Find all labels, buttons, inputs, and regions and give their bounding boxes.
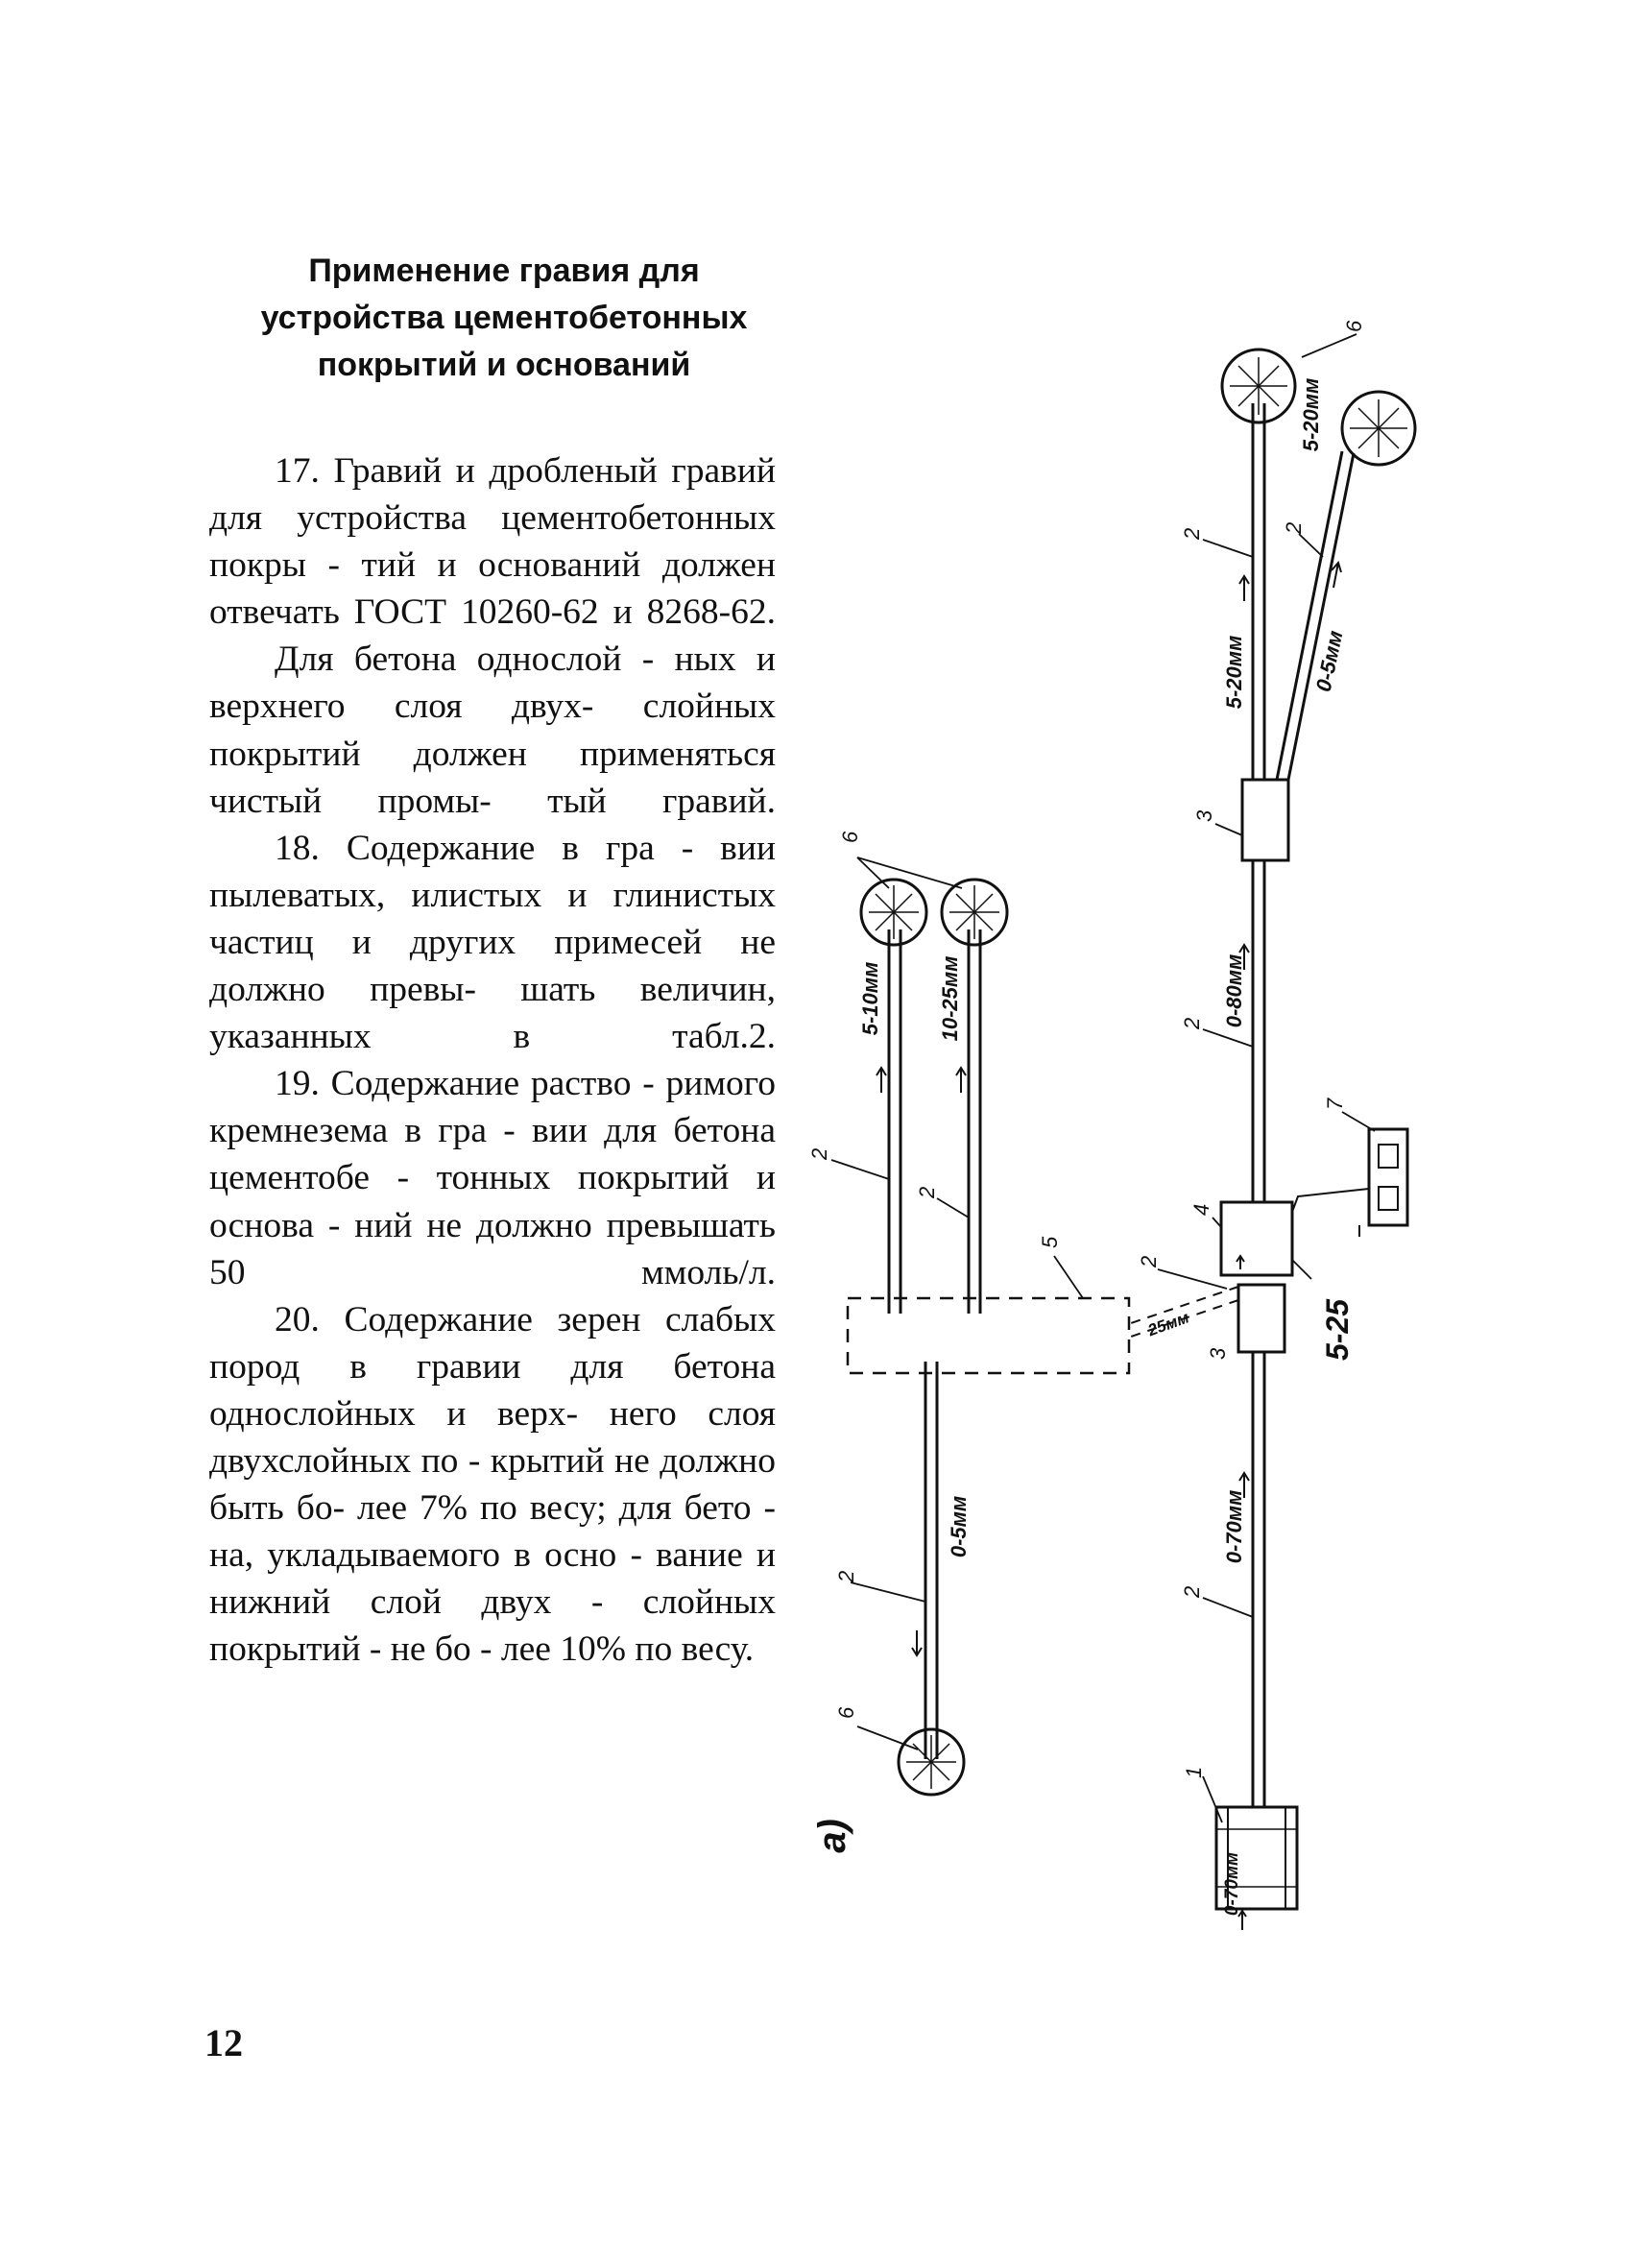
stockpile-5-20-top <box>1222 350 1295 422</box>
label-5-20mm-top: 5-20мм <box>1299 377 1323 452</box>
label-10-25mm: 10-25мм <box>938 955 962 1042</box>
crusher-3-upper <box>1242 780 1288 860</box>
label-0-70mm-in: 0-70мм <box>1222 1851 1242 1917</box>
label-5-20mm: 5-20мм <box>1222 635 1246 710</box>
stockpile-5-10 <box>861 880 926 945</box>
label-5-25: 5-25 <box>1320 1298 1355 1362</box>
label-0-80mm: 0-80мм <box>1222 953 1246 1028</box>
num-2-right-b: 2 <box>1282 521 1306 534</box>
num-2-dashed: 2 <box>1137 1255 1161 1267</box>
label-25mm: 25мм <box>1145 1308 1192 1340</box>
stockpile-0-5-right <box>1342 392 1415 465</box>
num-2-right-a: 2 <box>1180 527 1204 540</box>
heading-line-2: устройства цементобетонных <box>260 300 748 336</box>
num-2-right-c: 2 <box>1180 1017 1204 1029</box>
conveyor-0-5 <box>1277 451 1342 780</box>
figure-label: а) <box>811 1819 853 1853</box>
crusher-3-lower <box>1238 1285 1285 1352</box>
paragraph-20: 20. Содержание зерен слабых пород в гравии для бетона однослойных и верх- него слоя двухслойных по - крытий не должно быть бо- лее 7% по весу; для бето - на, укладываемого в осно - вание и нижний слой двух - слойных покрытий - не бо - лее 10% по весу. <box>209 1299 776 1670</box>
num-7: 7 <box>1323 1098 1347 1110</box>
page-number: 12 <box>204 2021 243 2064</box>
num-1: 1 <box>1182 1766 1206 1778</box>
num-5: 5 <box>1038 1236 1062 1248</box>
screen-4 <box>1221 1202 1292 1275</box>
num-2-left-a: 2 <box>807 1147 831 1160</box>
num-3-lower: 3 <box>1206 1347 1230 1360</box>
num-6-left: 6 <box>838 831 862 843</box>
heading-line-3: покрытий и оснований <box>317 347 691 383</box>
num-3-upper: 3 <box>1192 809 1216 822</box>
num-2-left-c: 2 <box>834 1570 858 1582</box>
stockpile-0-5 <box>899 1729 964 1795</box>
stockpile-10-25 <box>942 880 1007 945</box>
num-2-left-b: 2 <box>915 1186 939 1198</box>
label-0-70mm: 0-70мм <box>1222 1489 1246 1564</box>
heading-line-1: Применение гравия для <box>308 253 700 289</box>
paragraph-17: 17. Гравий и дробленый гравий для устройства цементобетонных покры - тий и оснований должен отвечать ГОСТ 10260-62 и 8268-62. <box>209 451 776 633</box>
label-0-5mm-left: 0-5мм <box>947 1495 971 1558</box>
label-5-10mm: 5-10мм <box>858 961 882 1036</box>
num-6-bottom: 6 <box>834 1706 858 1719</box>
paragraph-17-continued: Для бетона однослой - ных и верхнего слоя двух- слойных покрытий должен применяться чистый промы- тый гравий. <box>209 639 776 821</box>
control-unit-7 <box>1292 1129 1407 1237</box>
paragraph-19: 19. Содержание раство - римого кремнезема в гра - вии для бетона цементобе - тонных покрытий и основа - ний не должно превышать 50 ммоль/л. <box>209 1064 776 1292</box>
paragraph-18: 18. Содержание в гра - вии пылеватых, илистых и глинистых частиц и других примесей не должно превы- шать величин, указанных в табл.2. <box>209 828 776 1057</box>
num-2-right-d: 2 <box>1180 1585 1204 1598</box>
label-0-5mm: 0-5мм <box>1310 628 1348 694</box>
num-6-right: 6 <box>1342 320 1366 332</box>
num-4: 4 <box>1189 1203 1213 1216</box>
